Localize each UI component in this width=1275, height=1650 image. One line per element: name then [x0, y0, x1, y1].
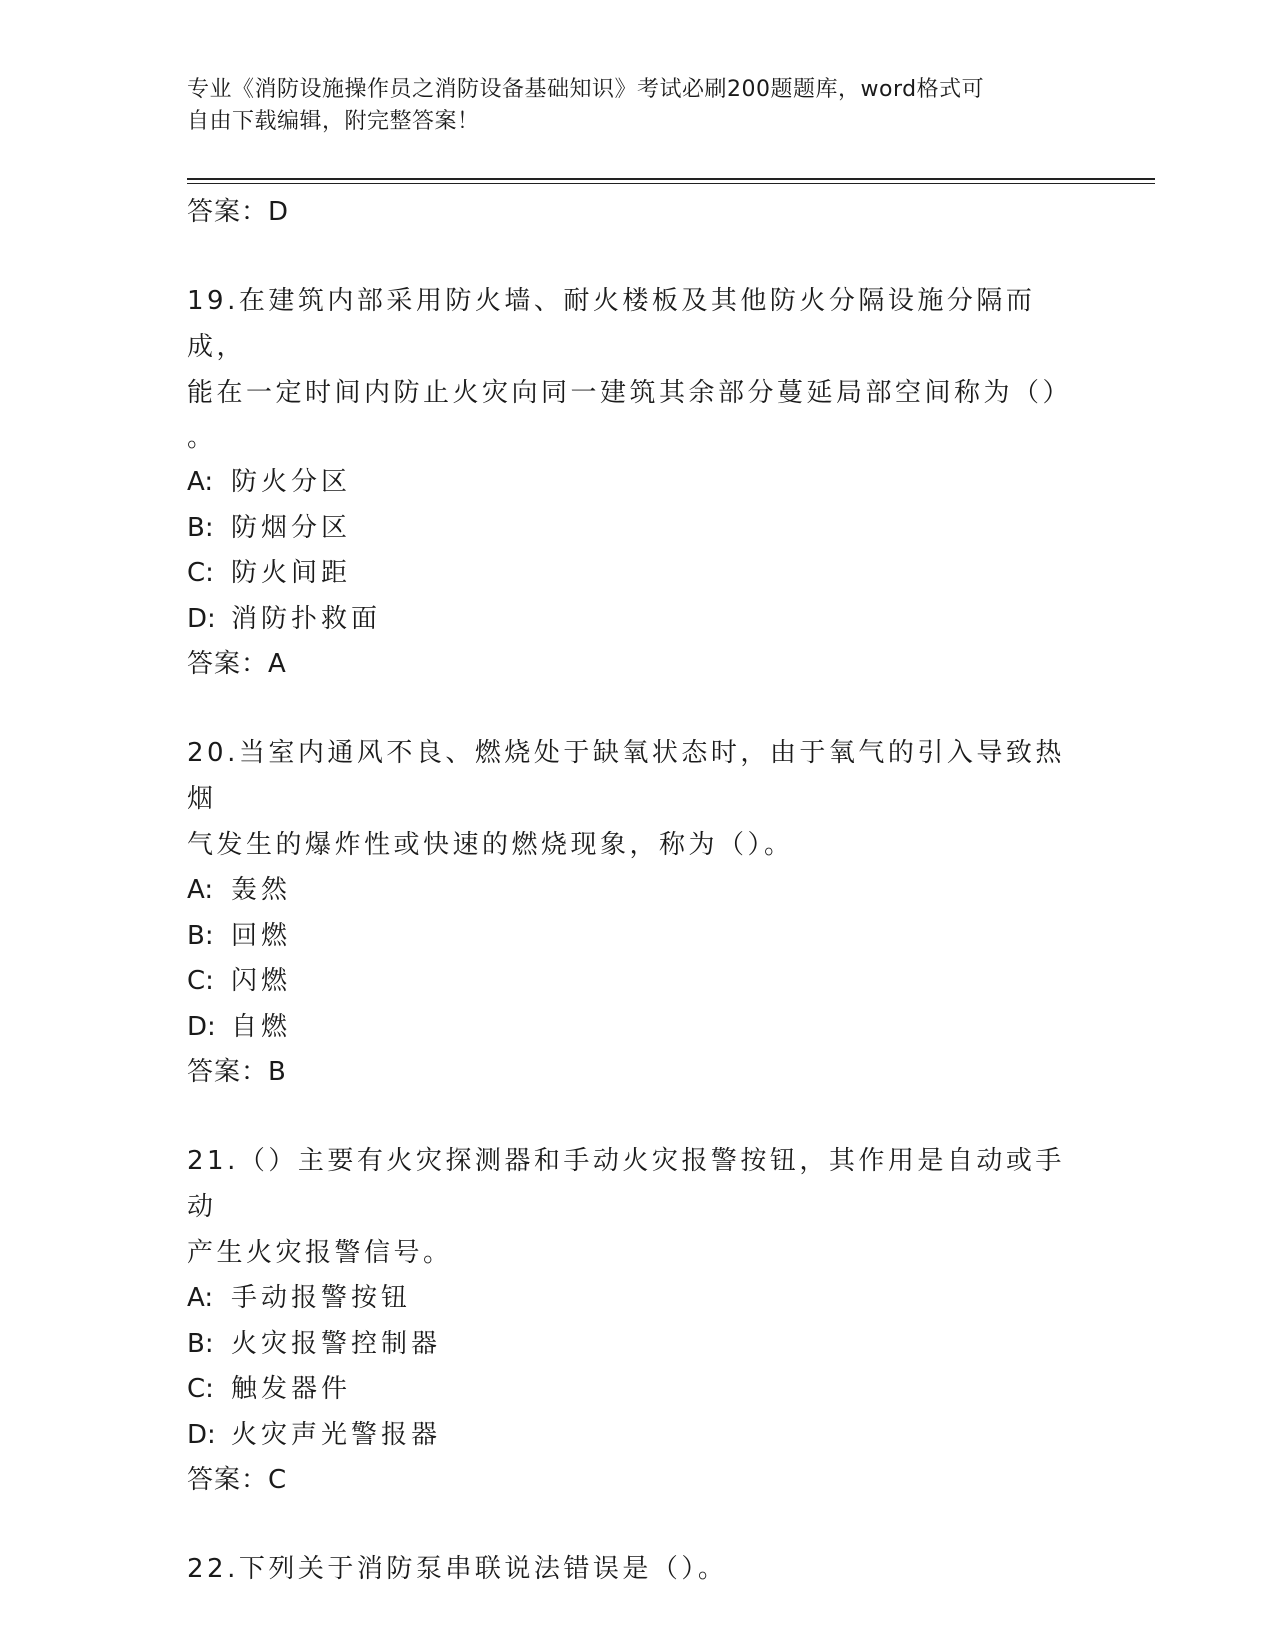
option-letter: B:: [187, 512, 214, 543]
question-stem-line: 产生火灾报警信号。: [187, 1238, 453, 1268]
option-c: [187, 551, 1087, 597]
question-stem-line: 21.（）主要有火灾探测器和手动火灾报警按钮，其作用是自动或手动: [187, 1146, 1065, 1222]
option-c: [187, 959, 1087, 1005]
question-19: [187, 278, 1087, 686]
option-text: 触发器件: [231, 1374, 352, 1404]
option-text: 防烟分区: [231, 512, 352, 543]
option-b: [187, 1322, 1087, 1368]
option-text: 消防扑救面: [231, 603, 382, 634]
option-letter: B:: [187, 920, 214, 951]
header-divider-thin: [187, 183, 1155, 184]
option-letter: C:: [187, 966, 214, 996]
spacer: [187, 1094, 1087, 1138]
question-list: [187, 190, 1087, 1592]
option-b: [187, 914, 1087, 960]
question-stem-line: 能在一定时间内防止火灾向同一建筑其余部分蔓延局部空间称为（）: [187, 378, 1073, 408]
header-line-2: 自由下载编辑，附完整答案！: [187, 109, 480, 134]
question-stem-line: 。: [187, 423, 217, 453]
option-letter: D:: [187, 1011, 216, 1042]
spacer: [187, 1502, 1087, 1546]
option-text: 火灾报警控制器: [231, 1328, 442, 1359]
option-a: [187, 1276, 1087, 1322]
option-text: 手动报警按钮: [231, 1283, 412, 1313]
option-letter: C:: [187, 558, 214, 588]
option-letter: D:: [187, 1419, 216, 1450]
answer-line: 答案：C: [187, 1465, 288, 1495]
option-text: 火灾声光警报器: [231, 1419, 442, 1450]
option-letter: A:: [187, 875, 214, 905]
option-text: 防火分区: [231, 467, 352, 497]
header-divider-thick: [187, 178, 1155, 180]
option-d: [187, 1005, 1087, 1051]
answer-line: 答案：A: [187, 649, 287, 679]
option-letter: D:: [187, 603, 216, 634]
option-a: [187, 460, 1087, 506]
option-letter: A:: [187, 467, 214, 497]
question-stem-line: 22.下列关于消防泵串联说法错误是（）。: [187, 1554, 728, 1584]
answer-line: 答案：D: [187, 197, 290, 227]
option-d: [187, 1413, 1087, 1459]
answer-line: 答案：B: [187, 1057, 287, 1087]
question-22: [187, 1546, 1087, 1592]
option-b: [187, 506, 1087, 552]
question-stem-line: 19.在建筑内部采用防火墙、耐火楼板及其他防火分隔设施分隔而成，: [187, 286, 1036, 362]
option-c: [187, 1367, 1087, 1413]
option-text: 回燃: [231, 920, 292, 951]
spacer: [187, 686, 1087, 730]
question-20: [187, 730, 1087, 1094]
option-a: [187, 868, 1087, 914]
option-d: [187, 597, 1087, 643]
option-letter: C:: [187, 1374, 214, 1404]
question-stem-line: 20.当室内通风不良、燃烧处于缺氧状态时，由于氧气的引入导致热烟: [187, 738, 1065, 814]
option-text: 轰然: [231, 875, 292, 905]
option-text: 防火间距: [231, 558, 352, 588]
header-line-1: 专业《消防设施操作员之消防设备基础知识》考试必刷200题题库，word格式可: [187, 77, 985, 102]
option-letter: A:: [187, 1283, 214, 1313]
spacer: [187, 234, 1087, 278]
question-stem-line: 气发生的爆炸性或快速的燃烧现象，称为（）。: [187, 830, 794, 860]
question-21: [187, 1138, 1087, 1502]
option-text: 自燃: [231, 1011, 292, 1042]
option-letter: B:: [187, 1328, 214, 1359]
option-text: 闪燃: [231, 966, 292, 996]
document-header: [187, 74, 1067, 138]
